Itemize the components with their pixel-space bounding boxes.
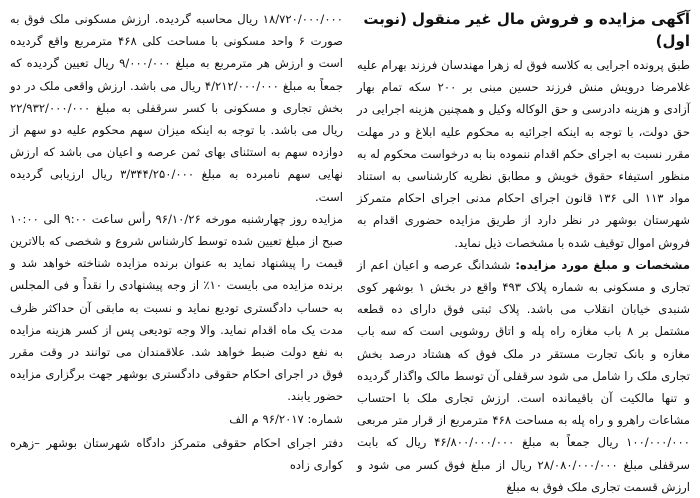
property-text: ششدانگ عرصه و اعیان اعم از تجاری و مسکونی به شماره پلاک ۴۹۳ واقع در بخش ۱ بوشهر کوی شنبدی خیابان انقلاب می باشد. پلاک ثبتی فوق دارای ده قطعه مشتمل بر ۸ باب مغازه راه پله و اتاق روشویی است که سه باب مغازه و بانک تجارت مستقر در ملک فوق که هشتاد درصد بخش تجاری ملک را شامل می شود سرقفلی آن توسط مالک واگذار گردیده و تنها مالکیت آن باقیمانده است. ارزش تجاری ملک با احتساب مشاعات راهرو و راه پله به مساحت ۴۶۸ مترمربع از قرار متر مربعی ۱۰۰/۰۰۰/۰۰۰ ریال جمعاً به مبلغ ۴۶/۸۰۰/۰۰۰/۰۰۰ ریال که بابت سرقفلی مبلغ ۲۸/۰۸۰/۰۰۰/۰۰۰ ریال از مبلغ فوق کسر می شود و ارزش قسمت تجاری ملک فوق به مبلغ <box>357 257 691 494</box>
reference-number: شماره: ۹۶/۲۰۱۷ م الف <box>229 411 343 426</box>
notice-columns <box>10 8 691 494</box>
case-paragraph: طبق پرونده اجرایی به کلاسه فوق له زهرا مهندسان فرزند بهرام علیه غلامرضا درویش منش فرزند حسین مبنی بر ۲۰۰ سکه تمام بهار آزادی و هزینه دادرسی و حق الوکاله وکیل و همچنین هزینه اجرایی در حق دولت، با توجه به اینکه اجرائیه به محکوم علیه ابلاغ و در مهلت مقرر نسبت به اجرای حکم اقدام ننموده بنا به درخواست محکوم له به منظور استیفاء حقوق خویش و مطابق نظریه کارشناسی به استناد مواد ۱۱۳ الی ۱۳۶ قانون اجرای احکام مدنی اجرای احکام متمرکز شهرستان بوشهر در نظر دارد از طریق مزایده حضوری اقدام به فروش اموال توقیف شده با مشخصات ذیل نماید. <box>357 58 690 250</box>
valuation-paragraph: ۱۸/۷۲۰/۰۰۰/۰۰۰ ریال محاسبه گردیده. ارزش مسکونی ملک فوق به صورت ۶ واحد مسکونی با مساحت کلی ۴۶۸ مترمربع واقع گردیده است و ارزش هر مترمربع به مبلغ ۹/۰۰۰/۰۰۰ ریال تعیین گردیده که جمعاً به مبلغ ۴/۲۱۲/۰۰۰/۰۰۰ ریال می باشد. ارزش واقعی ملک در دو بخش تجاری و مسکونی با کسر سرقفلی به مبلغ ۲۲/۹۳۲/۰۰۰/۰۰۰ ریال می باشد. با توجه به اینکه میزان سهم محکوم علیه دو سهم از دوازده سهم به استثنای بهای ثمن عرصه و اعیان می باشد که ارزش نهایی سهم نامبرده به مبلغ ۳/۳۴۴/۲۵۰/۰۰۰ ریال ارزیابی گردیده است. <box>10 12 343 204</box>
right-column <box>357 8 691 494</box>
left-column <box>10 8 343 478</box>
property-paragraph <box>357 254 690 498</box>
auction-terms-paragraph: مزایده روز چهارشنبه مورخه ۹۶/۱۰/۲۶ رأس ساعت ۹:۰۰ الی ۱۰:۰۰ صبح از مبلغ تعیین شده توسط کارشناس شروع و شخصی که بالاترین قیمت را پیشنهاد نماید به عنوان برنده مزایده شناخته خواهد شد و برنده مزایده می بایست ۱۰٪ از وجه پیشنهادی را نقداً و فی المجلس به حساب دادگستری تودیع نماید و نسبت به مابقی آن حداکثر ظرف مدت یک ماه اقدام نماید. والا وجه تودیعی پس از کسر هزینه مزایده به نفع دولت ضبط خواهد شد. علاقمندان می توانند در وقت مقرر فوق در اجرای احکام حقوقی دادگستری بوشهر جهت برگزاری مزایده حضور یابند. <box>10 211 343 404</box>
office-signature: دفتر اجرای احکام حقوقی متمرکز دادگاه شهرستان بوشهر –زهره کواری زاده <box>10 435 343 473</box>
notice-title: آگهی مزایده و فروش مال غیر منقول (نوبت اول) <box>363 10 690 50</box>
property-label: مشخصات و مبلغ مورد مزایده: <box>515 257 691 272</box>
